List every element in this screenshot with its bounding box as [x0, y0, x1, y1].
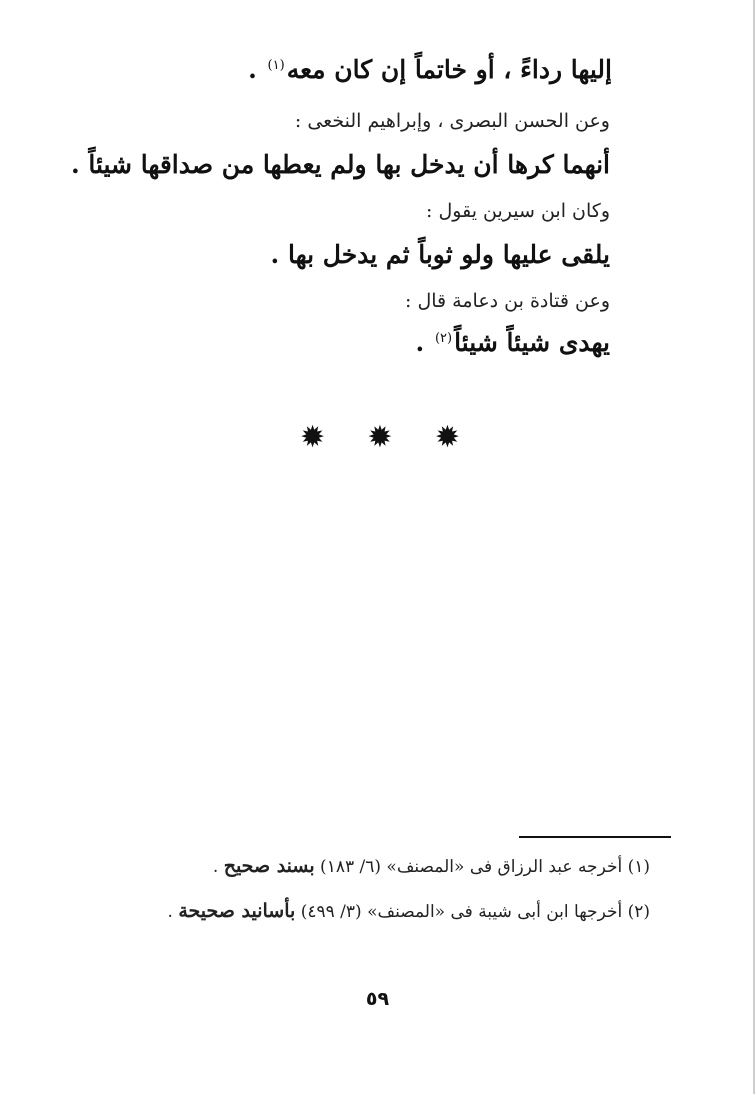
footnote-1-tail: .: [212, 857, 224, 877]
text-line-6: [405, 290, 610, 312]
text-line-5: [271, 240, 610, 269]
footnote-1-bold: بسند صحيح: [223, 855, 315, 877]
page-number: ٥٩: [365, 988, 390, 1010]
text-line-4: [426, 200, 610, 222]
section-separator: [300, 420, 460, 455]
text-line-1: [248, 55, 612, 84]
footnote-2-tail: .: [167, 902, 179, 922]
text-line-1-tail: .: [248, 55, 266, 84]
footnote-ref-1: (١): [267, 57, 285, 73]
text-line-7-tail: .: [415, 328, 433, 357]
text-line-3: [71, 150, 610, 179]
footnote-2-text: (٢) أخرجها ابن أبى شيبة فى «المصنف» (٣/ ٤٩٩): [295, 902, 650, 922]
footnote-1: [213, 855, 650, 877]
text-line-7: [416, 328, 610, 357]
text-line-4-body: وكان ابن سيرين يقول :: [426, 200, 610, 222]
star-icon: ✹: [300, 420, 326, 455]
text-line-5-body: يلقى عليها ولو ثوباً ثم يدخل بها .: [270, 240, 610, 269]
star-icon: ✹: [434, 420, 460, 455]
text-line-3-body: أنهما كرها أن يدخل بها ولم يعطها من صداقها شيئاً .: [70, 150, 610, 179]
footnote-2-bold: بأسانيد صحيحة: [178, 900, 296, 922]
text-line-7-body: يهدى شيئاً شيئاً: [454, 328, 610, 357]
text-line-2: [295, 110, 610, 132]
star-icon: ✹: [367, 420, 393, 455]
text-line-2-body: وعن الحسن البصرى ، وإبراهيم النخعى :: [294, 110, 610, 132]
footnote-ref-2: (٢): [434, 330, 453, 346]
footnote-2: [168, 900, 650, 922]
text-line-6-body: وعن قتادة بن دعامة قال :: [405, 290, 610, 312]
text-line-1-body: إليها رداءً ، أو خاتماً إن كان معه: [286, 55, 612, 84]
footnote-divider: [519, 836, 671, 838]
footnote-1-text: (١) أخرجه عبد الرزاق فى «المصنف» (٦/ ١٨٣): [314, 857, 650, 877]
